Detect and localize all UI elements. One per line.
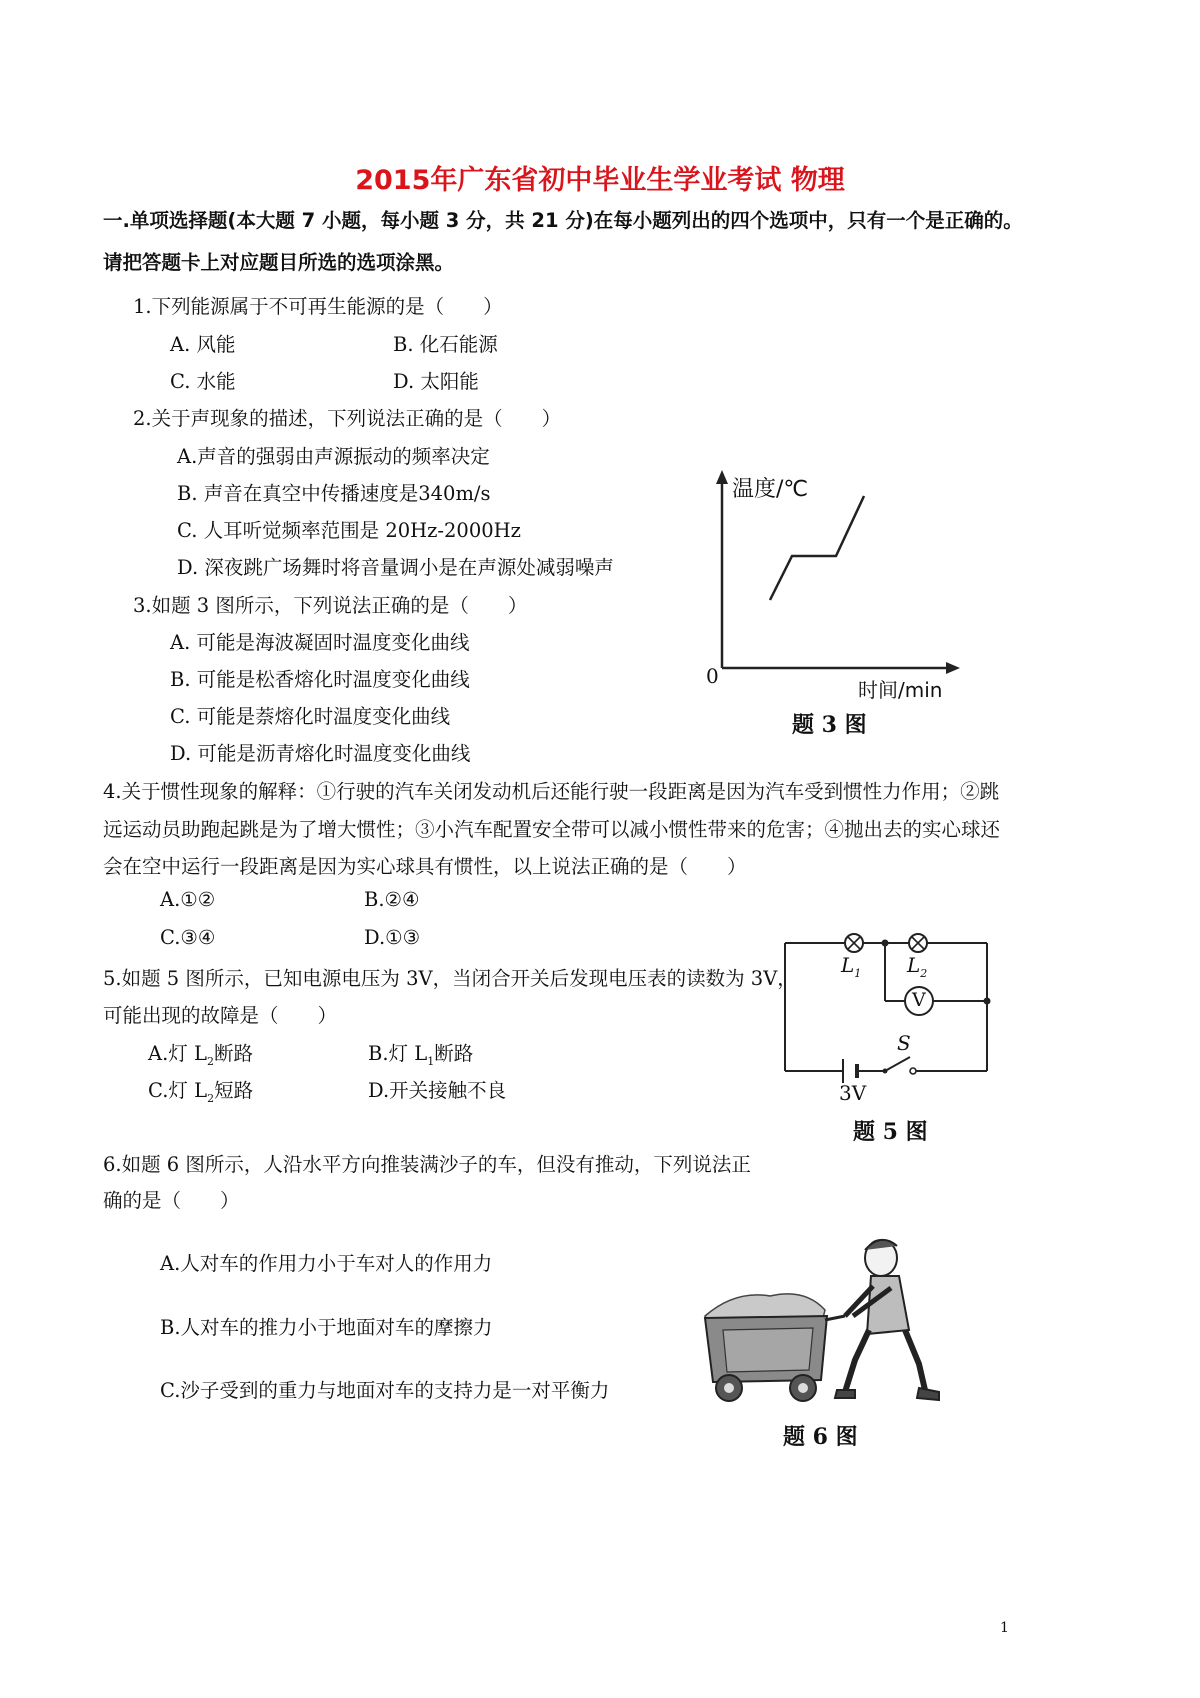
question-4-line-2: 远运动员助跑起跳是为了增大惯性；③小汽车配置安全带可以减小惯性带来的危害；④抛出去的实心球还: [103, 818, 1001, 841]
figure-5-battery-label: 3V: [839, 1081, 867, 1105]
lamp-l2-icon: [909, 934, 927, 952]
figure-3-x-arrow-icon: [946, 662, 960, 674]
figure-5-voltmeter-label: V: [912, 989, 926, 1011]
figure-5-label-l1: $L_1$: [841, 953, 862, 980]
figure-3-caption: 题 3 图: [792, 712, 867, 738]
question-4-option-d: D.①③: [364, 926, 421, 949]
switch-icon: [885, 1057, 910, 1071]
question-5-line-2: 可能出现的故障是（ ）: [103, 1004, 338, 1027]
question-3-stem: 3.如题 3 图所示，下列说法正确的是（ ）: [133, 594, 528, 617]
question-4-line-1: 4.关于惯性现象的解释：①行驶的汽车关闭发动机后还能行驶一段距离是因为汽车受到惯性力作用；②跳: [103, 780, 1000, 803]
question-1-stem: 1.下列能源属于不可再生能源的是（ ）: [133, 295, 503, 318]
question-3-option-a: A. 可能是海波凝固时温度变化曲线: [170, 631, 470, 654]
section-1-instruction-line-2: 请把答题卡上对应题目所选的选项涂黑。: [103, 251, 455, 274]
question-3-option-d: D. 可能是沥青熔化时温度变化曲线: [170, 742, 471, 765]
boy-pushing-icon: [835, 1240, 939, 1400]
figure-3-y-arrow-icon: [716, 470, 728, 484]
question-4-option-c: C.③④: [160, 926, 216, 949]
question-2-option-a: A.声音的强弱由声源振动的频率决定: [177, 445, 490, 468]
question-6-option-a: A.人对车的作用力小于车对人的作用力: [160, 1252, 493, 1275]
question-1-option-a: A. 风能: [170, 333, 236, 356]
question-1-option-c: C. 水能: [170, 370, 236, 393]
figure-5-switch-label: S: [897, 1031, 911, 1055]
figure-3-origin: 0: [706, 664, 719, 688]
question-4-option-a: A.①②: [160, 888, 216, 911]
question-5-option-d: D.开关接触不良: [368, 1079, 507, 1102]
question-5-line-1: 5.如题 5 图所示，已知电源电压为 3V，当闭合开关后发现电压表的读数为 3V，: [103, 967, 797, 990]
question-1-option-b: B. 化石能源: [393, 333, 498, 356]
figure-3-graph: [680, 450, 1000, 750]
question-1-option-d: D. 太阳能: [393, 370, 479, 393]
question-4-option-b: B.②④: [364, 888, 420, 911]
question-2-option-c: C. 人耳听觉频率范围是 20Hz-2000Hz: [177, 519, 521, 542]
lamp-l1-icon: [845, 934, 863, 952]
figure-5: [775, 925, 1000, 1150]
figure-3-curve: [770, 496, 864, 600]
question-6-line-2: 确的是（ ）: [103, 1189, 240, 1212]
figure-5-label-l2: $L_2$: [907, 953, 928, 980]
figure-3-y-label: 温度/℃: [732, 477, 809, 502]
figure-3: [680, 450, 1000, 750]
figure-6-illustration: [695, 1230, 955, 1420]
page-number: 1: [1000, 1620, 1009, 1636]
question-2-option-d: D. 深夜跳广场舞时将音量调小是在声源处减弱噪声: [177, 556, 614, 579]
question-5-option-a: A.灯 $L_2$断路: [148, 1042, 253, 1068]
question-2-stem: 2.关于声现象的描述，下列说法正确的是（ ）: [133, 407, 562, 430]
question-5-option-c: C.灯 $L_2$短路: [148, 1079, 254, 1105]
figure-5-caption: 题 5 图: [853, 1119, 928, 1145]
figure-6-caption: 题 6 图: [783, 1424, 858, 1450]
question-6-line-1: 6.如题 6 图所示，人沿水平方向推装满沙子的车，但没有推动，下列说法正: [103, 1153, 751, 1176]
figure-3-x-label: 时间/min: [858, 678, 943, 702]
question-2-option-b: B. 声音在真空中传播速度是340m/s: [177, 482, 491, 505]
question-3-option-b: B. 可能是松香熔化时温度变化曲线: [170, 668, 470, 691]
page-title: 2015年广东省初中毕业生学业考试 物理: [355, 165, 845, 196]
question-5-option-b: B.灯 $L_1$断路: [368, 1042, 474, 1068]
section-1-instruction-line-1: 一.单项选择题(本大题 7 小题，每小题 3 分，共 21 分)在每小题列出的四个选项中，只有一个是正确的。: [103, 209, 1023, 232]
question-4-line-3: 会在空中运行一段距离是因为实心球具有惯性，以上说法正确的是（ ）: [103, 855, 747, 878]
question-6-option-b: B.人对车的推力小于地面对车的摩擦力: [160, 1316, 493, 1339]
figure-6: [695, 1230, 955, 1455]
question-6-option-c: C.沙子受到的重力与地面对车的支持力是一对平衡力: [160, 1379, 610, 1402]
question-3-option-c: C. 可能是萘熔化时温度变化曲线: [170, 705, 451, 728]
